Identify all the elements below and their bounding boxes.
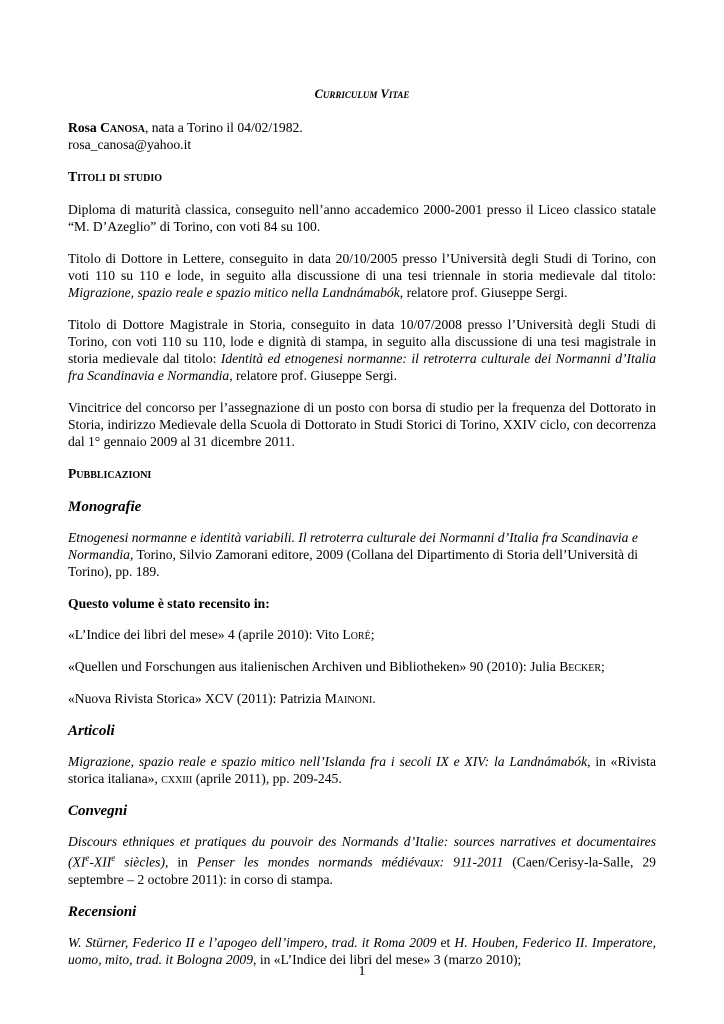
subheading-convegni: Convegni [68,803,128,819]
page-title: Curriculum Vitae [314,87,410,101]
review-entry: «Nuova Rivista Storica» XCV (2011): Patrizia Mainoni. [68,691,376,706]
articolo-entry: Migrazione, spazio reale e spazio mitico nell’Islanda fra i secoli IX e XIV: la Landnámabók, in «Rivista storica italiana», cxxiii (aprile 2011), pp. 209-245. [68,754,656,786]
personal-info [68,119,656,153]
last-name: Canosa [100,120,145,135]
email: rosa_canosa@yahoo.it [68,137,192,152]
section-heading-titoli: Titoli di studio [68,169,163,184]
subheading-recensioni: Recensioni [68,903,137,920]
cv-page [68,86,656,983]
subheading-articoli: Articoli [68,723,115,739]
review-entry: «Quellen und Forschungen aus italienischen Archiven und Bibliotheken» 90 (2010): Julia Becker; [68,659,605,674]
titolo-laurea-magistrale: Titolo di Dottore Magistrale in Storia, conseguito in data 10/07/2008 presso l’Università degli Studi di Torino, con voti 110 su 110, lode e dignità di stampa, in seguito alla discussione di una tesi magistrale in storia medievale dal titolo: Identità ed etnogenesi normanne: il retroterra culturale dei Normanni d’Italia fra Scandinavia e Normandia, relatore prof. Giuseppe Sergi. [68,317,656,383]
name-line [68,119,656,136]
titolo-laurea-triennale: Titolo di Dottore in Lettere, conseguito in data 20/10/2005 presso l’Università degli Studi di Torino, con voti 110 su 110 e lode, in seguito alla discussione di una tesi triennale in storia medievale dal titolo: Migrazione, spazio reale e spazio mitico nella Landnámabók, relatore prof. Giuseppe Sergi. [68,251,656,300]
recensito-heading: Questo volume è stato recensito in: [68,596,270,611]
first-name: Rosa [68,120,97,135]
convegno-entry: Discours ethniques et pratiques du pouvoir des Normands d’Italie: sources narratives et documentaires (XIe-XIIe siècles), in Penser les mondes normands médiévaux: 911-2011 (Caen/Cerisy-la-Salle, 29 septembre – 2 octobre 2011): in corso di stampa. [68,834,656,887]
review-entry: «L’Indice dei libri del mese» 4 (aprile 2010): Vito Loré; [68,627,375,642]
section-heading-pubblicazioni: Pubblicazioni [68,466,152,481]
recensione-entry: W. Stürner, Federico II e l’apogeo dell’impero, trad. it Roma 2009 et H. Houben, Federico II. Imperatore, uomo, mito, trad. it Bologna 2009, in «L’Indice dei libri del mese» 3 (marzo 2010); [68,934,656,967]
monografia-entry: Etnogenesi normanne e identità variabili. Il retroterra culturale dei Normanni d’Italia fra Scandinavia e Normandia, Torino, Silvio Zamorani editore, 2009 (Collana del Dipartimento di Storia dell’Università di Torino), pp. 189. [68,530,639,579]
page-number: 1 [358,964,366,979]
titolo-diploma: Diploma di maturità classica, conseguito nell’anno accademico 2000-2001 presso il Liceo classico statale “M. D’Azeglio” di Torino, con voti 84 su 100. [68,202,656,234]
titolo-dottorato: Vincitrice del concorso per l’assegnazione di un posto con borsa di studio per la frequenza del Dottorato in Storia, indirizzo Medievale della Scuola di Dottorato in Studi Storici di Torino, XXIV ciclo, con decorrenza dal 1° gennaio 2009 al 31 dicembre 2011. [68,400,656,449]
subheading-monografie: Monografie [68,499,142,515]
birth-info: , nata a Torino il 04/02/1982. [144,120,303,135]
